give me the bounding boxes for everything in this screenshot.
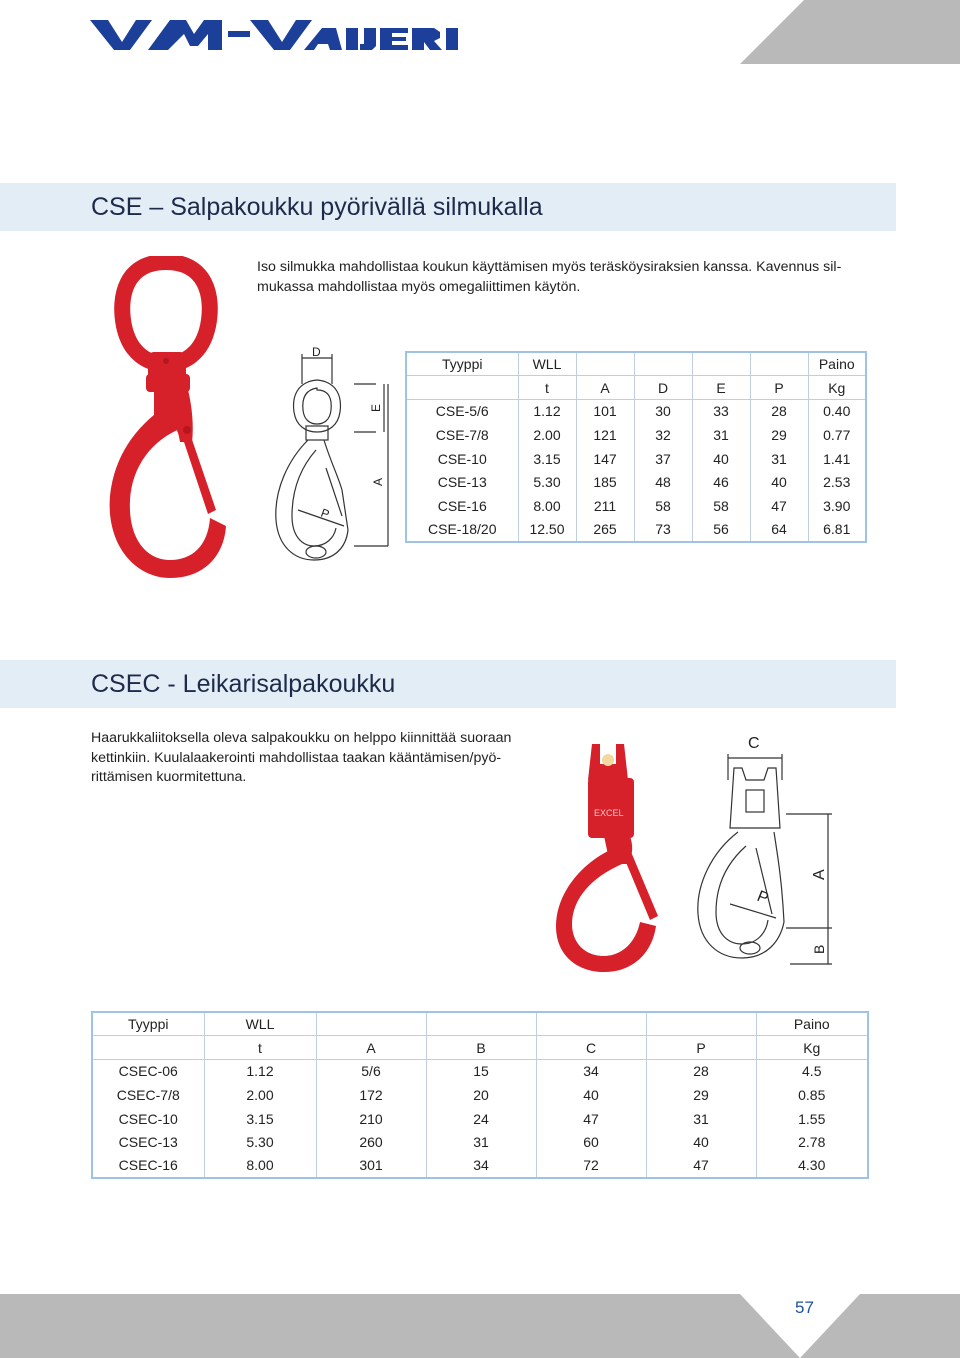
table-cell: 48 (634, 470, 692, 494)
table-cell: 73 (634, 518, 692, 542)
table-cell: 20 (426, 1083, 536, 1107)
table-row (92, 1059, 868, 1083)
table-row (92, 1130, 868, 1154)
table-cell: 37 (634, 447, 692, 471)
table-cell: 28 (646, 1059, 756, 1083)
table-cell: t (204, 1036, 316, 1060)
table-cell: CSE-10 (406, 447, 518, 471)
table-cell: 172 (316, 1083, 426, 1107)
table-cell: 60 (536, 1130, 646, 1154)
table-cell: E (692, 376, 750, 400)
page-header (0, 0, 960, 64)
table-unit-row (406, 376, 866, 400)
table-cell: 31 (692, 423, 750, 447)
table-cell: 4.5 (756, 1059, 868, 1083)
brand-logo (90, 16, 475, 54)
table-cell: Paino (808, 352, 866, 376)
table-cell: 2.53 (808, 470, 866, 494)
table-cell: 30 (634, 399, 692, 423)
table-cell: 47 (750, 494, 808, 518)
table-cell (426, 1012, 536, 1036)
table-cell: CSEC-10 (92, 1107, 204, 1131)
table-header-row (406, 352, 866, 376)
table-cell: Kg (756, 1036, 868, 1060)
table-cell: 0.77 (808, 423, 866, 447)
table-cell: CSEC-06 (92, 1059, 204, 1083)
table-cell: 147 (576, 447, 634, 471)
table-cell: A (576, 376, 634, 400)
table-cell: 265 (576, 518, 634, 542)
table-cell: 185 (576, 470, 634, 494)
table-row (406, 470, 866, 494)
table-cell: 24 (426, 1107, 536, 1131)
table-cell: 301 (316, 1154, 426, 1178)
table-cell: 5.30 (518, 470, 576, 494)
table-cell (576, 352, 634, 376)
table-cell: D (634, 376, 692, 400)
table-cell (316, 1012, 426, 1036)
table-cell: Tyyppi (406, 352, 518, 376)
table-cell: WLL (518, 352, 576, 376)
table-cell: Kg (808, 376, 866, 400)
table-cell: 5.30 (204, 1130, 316, 1154)
table-cell: P (646, 1036, 756, 1060)
table-cell: P (750, 376, 808, 400)
table-cell: 58 (634, 494, 692, 518)
table-cell (92, 1036, 204, 1060)
table-cell: 46 (692, 470, 750, 494)
section-description: Haarukkaliitoksella oleva salpakoukku on helppo kiinnittää suoraan kettinkiin. Kuulalaakerointi mahdollistaa taakan kääntämisen/pyö- rittämisen kuormitettuna. (91, 730, 512, 785)
dim-label-a: A (371, 477, 385, 486)
section-title: CSE – Salpakoukku pyörivällä silmukalla (91, 193, 543, 221)
page-number: 57 (795, 1298, 814, 1317)
table-cell: 211 (576, 494, 634, 518)
table-cell: 8.00 (204, 1154, 316, 1178)
logo-text: VM-VAIJERI (90, 16, 96, 17)
table-cell: 29 (646, 1083, 756, 1107)
table-cell: CSEC-16 (92, 1154, 204, 1178)
table-cell: 31 (750, 447, 808, 471)
table-header-row (92, 1012, 868, 1036)
table-cell: 33 (692, 399, 750, 423)
table-cell: 40 (692, 447, 750, 471)
table-cell: 2.00 (204, 1083, 316, 1107)
table-cell: 101 (576, 399, 634, 423)
table-cell: 0.85 (756, 1083, 868, 1107)
page-footer (0, 1294, 960, 1358)
table-cell: CSE-5/6 (406, 399, 518, 423)
dim-label-d: D (312, 345, 321, 359)
table-cell: CSE-7/8 (406, 423, 518, 447)
table-cell: 121 (576, 423, 634, 447)
table-cell: 32 (634, 423, 692, 447)
table-cell: CSE-18/20 (406, 518, 518, 542)
table-cell: CSEC-13 (92, 1130, 204, 1154)
table-cell: WLL (204, 1012, 316, 1036)
table-cell: C (536, 1036, 646, 1060)
table-cell: 8.00 (518, 494, 576, 518)
table-cell: 1.12 (204, 1059, 316, 1083)
table-cell (406, 376, 518, 400)
table-cell: 2.78 (756, 1130, 868, 1154)
table-cell: 31 (646, 1107, 756, 1131)
table-cell: 2.00 (518, 423, 576, 447)
table-row (92, 1107, 868, 1131)
table-cell (536, 1012, 646, 1036)
dim-label-b: B (811, 944, 827, 954)
table-row (92, 1154, 868, 1178)
table-cell: 72 (536, 1154, 646, 1178)
cse-dimension-diagram (268, 340, 398, 576)
table-cell: 3.15 (204, 1107, 316, 1131)
table-cell: 3.90 (808, 494, 866, 518)
table-cell: 260 (316, 1130, 426, 1154)
csec-hook-image (548, 740, 668, 976)
table-cell: 4.30 (756, 1154, 868, 1178)
table-cell (692, 352, 750, 376)
table-cell: 47 (646, 1154, 756, 1178)
table-cell: 0.40 (808, 399, 866, 423)
table-row (406, 518, 866, 542)
dim-label-p: P (318, 505, 332, 522)
table-row (406, 494, 866, 518)
table-row (92, 1083, 868, 1107)
table-cell: 40 (536, 1083, 646, 1107)
table-cell: 40 (750, 470, 808, 494)
cse-spec-table (405, 351, 867, 543)
table-cell: 1.41 (808, 447, 866, 471)
table-row (406, 447, 866, 471)
dim-label-e: E (369, 403, 383, 412)
table-cell: Tyyppi (92, 1012, 204, 1036)
cse-hook-image (96, 256, 236, 586)
table-cell: 5/6 (316, 1059, 426, 1083)
csec-dimension-diagram (690, 728, 840, 970)
table-cell: 34 (426, 1154, 536, 1178)
table-cell: 3.15 (518, 447, 576, 471)
table-unit-row (92, 1036, 868, 1060)
table-cell: A (316, 1036, 426, 1060)
table-row (406, 423, 866, 447)
table-cell: CSEC-7/8 (92, 1083, 204, 1107)
table-cell: 47 (536, 1107, 646, 1131)
table-cell: CSE-16 (406, 494, 518, 518)
table-cell (750, 352, 808, 376)
section-title: CSEC - Leikarisalpakoukku (91, 670, 396, 698)
table-cell: 1.55 (756, 1107, 868, 1131)
table-cell: 1.12 (518, 399, 576, 423)
dim-label-p: P (754, 887, 771, 908)
table-cell (634, 352, 692, 376)
table-cell: 28 (750, 399, 808, 423)
table-cell: 15 (426, 1059, 536, 1083)
table-row (406, 399, 866, 423)
table-cell: 31 (426, 1130, 536, 1154)
dim-label-c: C (748, 735, 760, 752)
table-cell: CSE-13 (406, 470, 518, 494)
table-cell: 6.81 (808, 518, 866, 542)
table-cell (646, 1012, 756, 1036)
table-cell: 34 (536, 1059, 646, 1083)
table-cell: Paino (756, 1012, 868, 1036)
product-marking: EXCEL (594, 808, 624, 818)
section-description: Iso silmukka mahdollistaa koukun käyttämisen myös teräsköysiraksien kanssa. Kavennus sil- mukassa mahdollistaa myös omegaliittimen käytön. (257, 259, 842, 295)
table-cell: 56 (692, 518, 750, 542)
table-cell: 12.50 (518, 518, 576, 542)
table-cell: 64 (750, 518, 808, 542)
table-cell: 40 (646, 1130, 756, 1154)
table-cell: t (518, 376, 576, 400)
section-csec-heading (0, 660, 896, 708)
dim-label-a: A (811, 869, 828, 880)
section-cse-heading (0, 183, 896, 231)
table-cell: B (426, 1036, 536, 1060)
csec-spec-table (91, 1011, 869, 1179)
table-cell: 29 (750, 423, 808, 447)
table-cell: 210 (316, 1107, 426, 1131)
table-cell: 58 (692, 494, 750, 518)
